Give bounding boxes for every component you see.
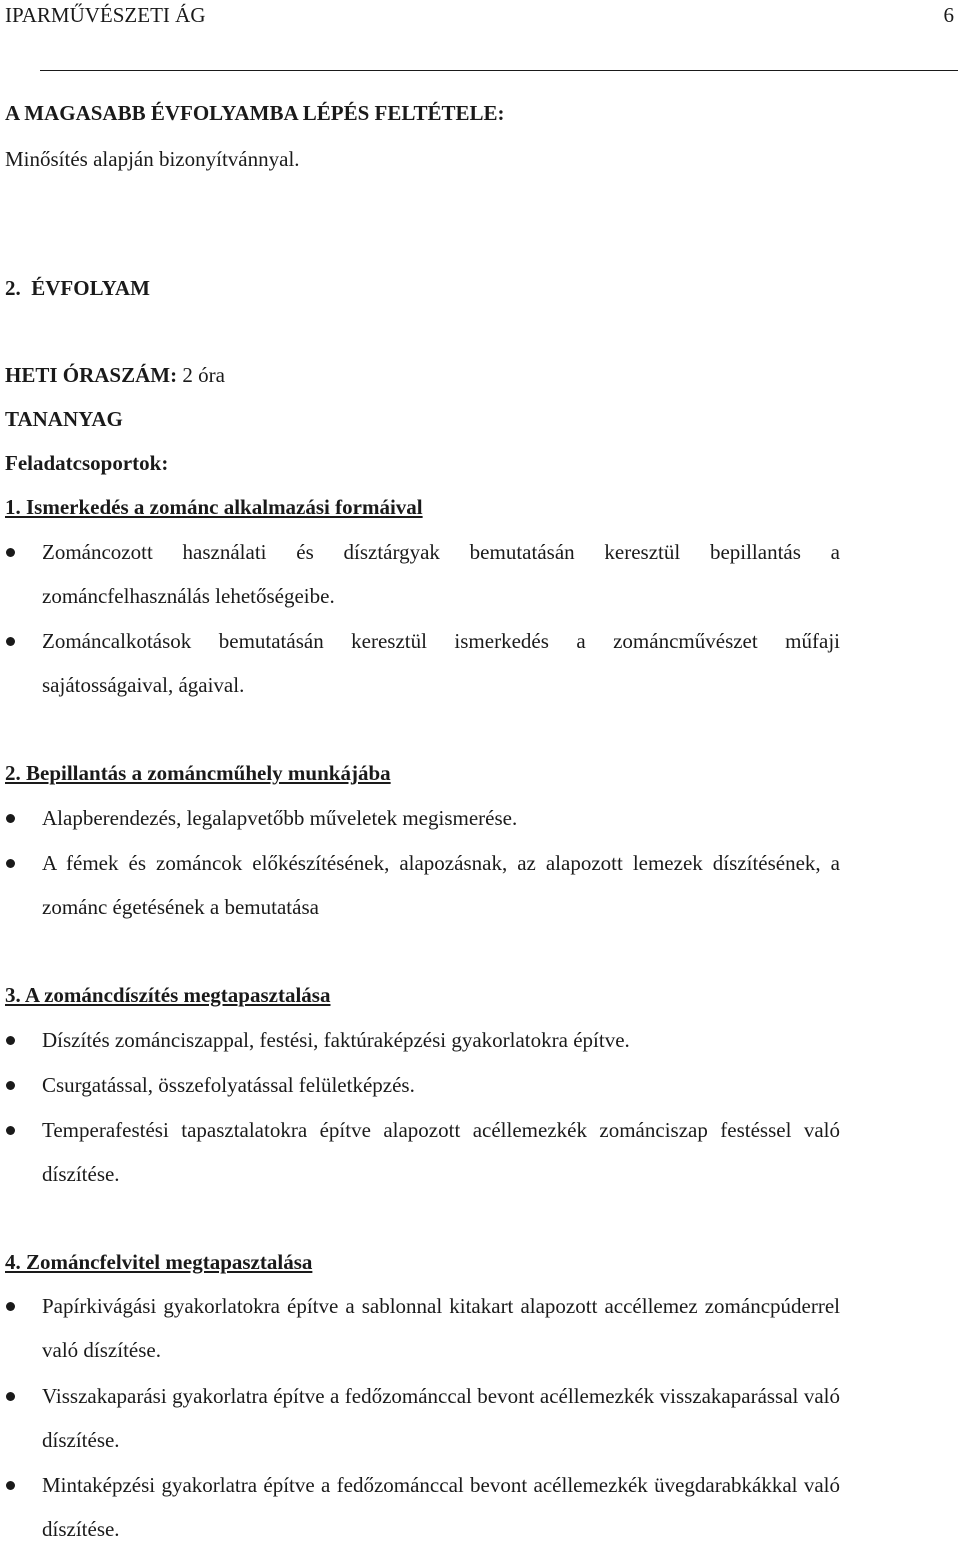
promotion-title: A MAGASABB ÉVFOLYAMBA LÉPÉS FELTÉTELE: xyxy=(5,101,505,125)
list-item-text: Temperafestési tapasztalatokra építve alapozott acéllemezkék zománciszap festéssel való díszítése. xyxy=(42,1118,840,1186)
year-heading xyxy=(5,275,150,301)
topic-2-title: 2. Bepillantás a zománcműhely munkájába xyxy=(5,761,391,785)
weekly-hours-label: HETI ÓRASZÁM: xyxy=(5,363,178,387)
task-groups-title: Feladatcsoportok: xyxy=(5,451,169,475)
running-header-section: IPARMŰVÉSZETI ÁG xyxy=(5,3,206,27)
list-item-text: Zománcalkotások bemutatásán keresztül ismerkedés a zománcművészet műfaji sajátosságaival, ágaival. xyxy=(42,629,840,697)
bullet-icon xyxy=(6,1302,15,1311)
curriculum-title: TANANYAG xyxy=(5,407,123,431)
topic-3-title: 3. A zománcdíszítés megtapasztalása xyxy=(5,983,331,1007)
year-label: ÉVFOLYAM xyxy=(31,276,150,300)
list-item-text: Visszakaparási gyakorlatra építve a fedőzománccal bevont acéllemezkék visszakaparással való díszítése. xyxy=(42,1384,840,1452)
page-number: 6 xyxy=(943,3,954,27)
list-item-text: Díszítés zománciszappal, festési, faktúraképzési gyakorlatokra építve. xyxy=(42,1028,630,1052)
promotion-text: Minősítés alapján bizonyítvánnyal. xyxy=(5,147,300,171)
weekly-hours xyxy=(5,362,225,388)
list-item-text: Alapberendezés, legalapvetőbb műveletek megismerése. xyxy=(42,806,518,830)
year-number: 2. xyxy=(5,276,21,300)
list-item-text: Csurgatással, összefolyatással felületképzés. xyxy=(42,1073,415,1097)
bullet-icon xyxy=(6,1392,15,1401)
bullet-icon xyxy=(6,814,15,823)
bullet-icon xyxy=(6,1481,15,1490)
list-item-text: A fémek és zománcok előkészítésének, alapozásnak, az alapozott lemezek díszítésének, a zománc égetésének a bemutatása xyxy=(42,851,840,919)
weekly-hours-value: 2 óra xyxy=(182,363,225,387)
list-item-text: Zománcozott használati és dísztárgyak bemutatásán keresztül bepillantás a zománcfelhasználás lehetőségeibe. xyxy=(42,540,840,608)
bullet-icon xyxy=(6,1036,15,1045)
list-item-text: Mintaképzési gyakorlatra építve a fedőzománccal bevont acéllemezkék üvegdarabkákkal való díszítése. xyxy=(42,1473,840,1541)
topic-4-title: 4. Zománcfelvitel megtapasztalása xyxy=(5,1250,313,1274)
bullet-icon xyxy=(6,548,15,557)
list-item-text: Papírkivágási gyakorlatokra építve a sablonnal kitakart alapozott accéllemez zománcpúderrel való díszítése. xyxy=(42,1294,840,1362)
topic-1-title: 1. Ismerkedés a zománc alkalmazási formáival xyxy=(5,495,423,519)
bullet-icon xyxy=(6,859,15,868)
bullet-icon xyxy=(6,637,15,646)
header-divider xyxy=(40,70,958,71)
bullet-icon xyxy=(6,1126,15,1135)
bullet-icon xyxy=(6,1081,15,1090)
